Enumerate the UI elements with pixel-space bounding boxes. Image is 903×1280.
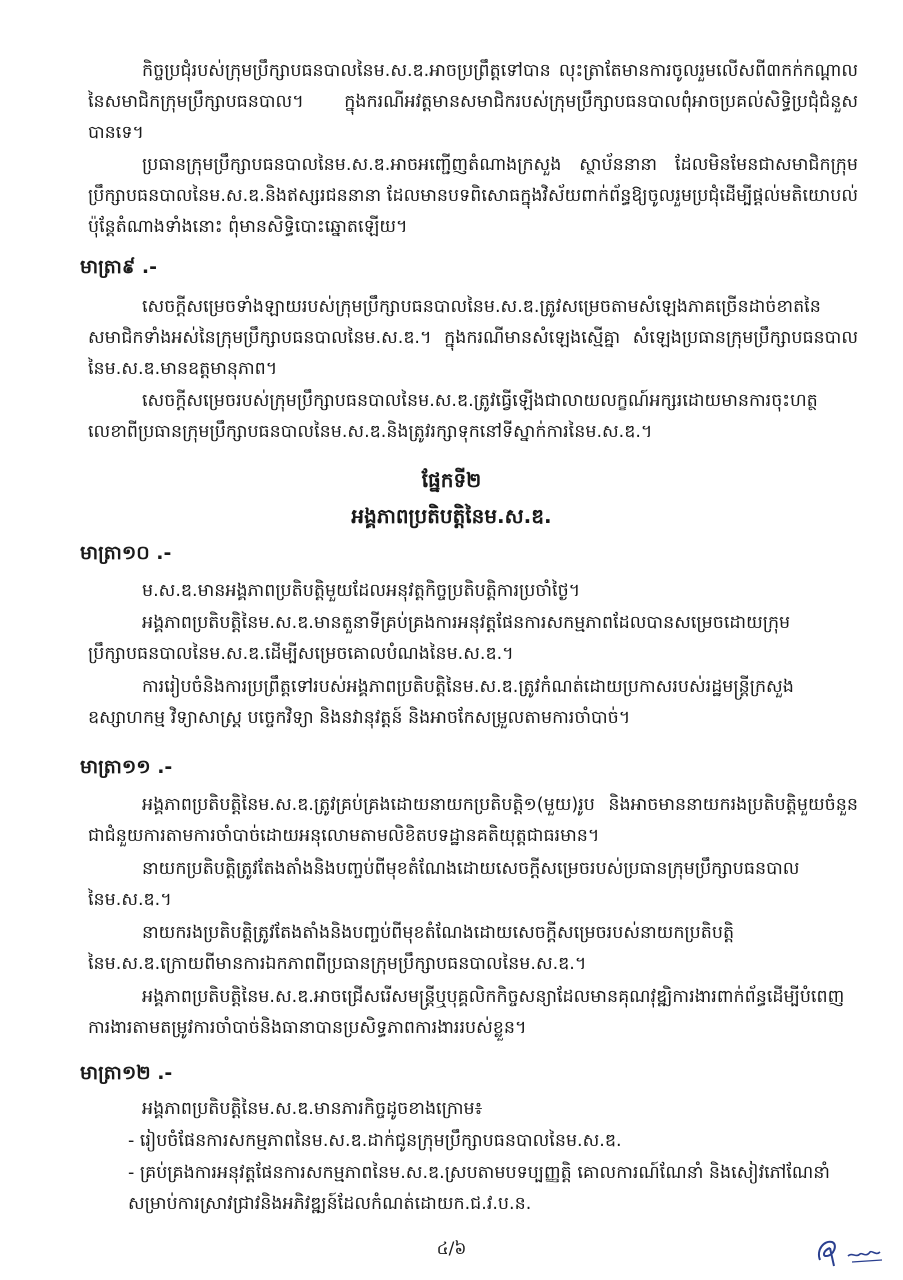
duty-list-item: - គ្រប់គ្រងការអនុវត្តផែនការសកម្មភាពនៃម.ស.ឌ.ស្របតាមបទប្បញ្ញត្តិ គោលការណ៍ណែនាំ និងសៀវភៅណែនាំសម្រាប់ការស្រាវជ្រាវនិងអភិវឌ្ឍន៍ដែលកំណត់ដោយក.ជ.វ.ប.ន.	[128, 1163, 830, 1214]
part-heading: ផ្នែកទី២	[421, 468, 482, 492]
paragraph-staff-recruitment: អង្គភាពប្រតិបត្តិនៃម.ស.ឌ.អាចជ្រើសរើសមន្ត្រីឬបុគ្គលិកកិច្ចសន្យាដែលមានគុណវុឌ្ឍិការងារពាក់ព័ន្ធដើម្បីបំពេញការងារតាមតម្រូវការចាំបាច់និងធានាបានប្រសិទ្ធភាពការងាររបស់ខ្លួន។	[88, 987, 845, 1038]
paragraph-duties-intro: អង្គភាពប្រតិបត្តិនៃម.ស.ឌ.មានភារកិច្ចដូចខាងក្រោម៖	[142, 1099, 483, 1119]
initials-signature	[812, 1222, 892, 1270]
part-title: អង្គភាពប្រតិបត្តិនៃម.ស.ឌ.	[351, 504, 552, 528]
paragraph-invited-representatives: ប្រធានក្រុមប្រឹក្សាបធនបាលនៃម.ស.ឌ.អាចអញ្ជើញតំណាងក្រសួង ស្ថាប័ននានា ដែលមិនមែនជាសមាជិកក្រុមប្រឹក្សាបធនបាលនៃម.ស.ឌ.និងឥស្សរជននានា ដែលមានបទពិសោធក្នុងវិស័យពាក់ព័ន្ធឱ្យចូលរួមប្រជុំដើម្បីផ្ដល់មតិយោបល់ ប៉ុន្តែតំណាងទាំងនោះ ពុំមានសិទ្ធិបោះឆ្នោតឡើយ។	[88, 155, 858, 237]
paragraph-executive-director: អង្គភាពប្រតិបត្តិនៃម.ស.ឌ.ត្រូវគ្រប់គ្រងដោយនាយកប្រតិបត្តិ១(មួយ)រូប និងអាចមាននាយករងប្រតិបត្តិមួយចំនួនជាជំនួយការតាមការចាំបាច់ដោយអនុលោមតាមលិខិតបទដ្ឋានគតិយុត្តជាធរមាន។	[88, 795, 858, 846]
article-11-heading: មាត្រា១១ .-	[80, 756, 173, 778]
paragraph-executive-role: អង្គភាពប្រតិបត្តិនៃម.ស.ឌ.មានតួនាទីគ្រប់គ្រងការអនុវត្តផែនការសកម្មភាពដែលបានសម្រេចដោយក្រុមប្រឹក្សាបធនបាលនៃម.ស.ឌ.ដើម្បីសម្រេចគោលបំណងនៃម.ស.ឌ.។	[88, 613, 791, 664]
page-number: ៤/៦	[436, 1239, 467, 1259]
duty-list-item: - រៀបចំផែនការសកម្មភាពនៃម.ស.ឌ.ដាក់ជូនក្រុមប្រឹក្សាបធនបាលនៃម.ស.ឌ.	[128, 1131, 622, 1151]
paragraph-executive-organization: ការរៀបចំនិងការប្រព្រឹត្តទៅរបស់អង្គភាពប្រតិបត្តិនៃម.ស.ឌ.ត្រូវកំណត់ដោយប្រកាសរបស់រដ្ឋមន្ត្រីក្រសួងឧស្សាហកម្ម វិទ្យាសាស្ត្រ បច្ចេកវិទ្យា និងនវានុវត្តន៍ និងអាចកែសម្រួលតាមការចាំបាច់។	[88, 677, 794, 728]
paragraph-decisions-written: សេចក្ដីសម្រេចរបស់ក្រុមប្រឹក្សាបធនបាលនៃម.ស.ឌ.ត្រូវធ្វើឡើងជាលាយលក្ខណ៍អក្សរដោយមានការចុះហត្ថលេខាពីប្រធានក្រុមប្រឹក្សាបធនបាលនៃម.ស.ឌ.និងត្រូវរក្សាទុកនៅទីស្នាក់ការនៃម.ស.ឌ.។	[88, 391, 818, 442]
paragraph-decisions-majority: សេចក្ដីសម្រេចទាំងឡាយរបស់ក្រុមប្រឹក្សាបធនបាលនៃម.ស.ឌ.ត្រូវសម្រេចតាមសំឡេងភាគច្រើនដាច់ខាតនៃសមាជិកទាំងអស់នៃក្រុមប្រឹក្សាបធនបាលនៃម.ស.ឌ.។ ក្នុងករណីមានសំឡេងស្មើគ្នា សំឡេងប្រធានក្រុមប្រឹក្សាបធនបាលនៃម.ស.ឌ.មានឧត្តមានុភាព។	[88, 297, 858, 379]
article-10-heading: មាត្រា១០ .-	[80, 542, 172, 564]
paragraph-executive-unit: ម.ស.ឌ.មានអង្គភាពប្រតិបត្តិមួយដែលអនុវត្តកិច្ចប្រតិបត្តិការប្រចាំថ្ងៃ។	[142, 581, 581, 601]
paragraph-meeting-quorum: កិច្ចប្រជុំរបស់ក្រុមប្រឹក្សាបធនបាលនៃម.ស.ឌ.អាចប្រព្រឹត្តទៅបាន លុះត្រាតែមានការចូលរួមលើសពី៣កក់កណ្ដាលនៃសមាជិកក្រុមប្រឹក្សាបធនបាល។ ក្នុងករណីអវត្តមានសមាជិករបស់ក្រុមប្រឹក្សាបធនបាលពុំអាចប្រគល់សិទ្ធិប្រជុំជំនួសបានទេ។	[88, 61, 858, 143]
article-12-heading: មាត្រា១២ .-	[80, 1062, 173, 1084]
paragraph-director-appointment: នាយកប្រតិបត្តិត្រូវតែងតាំងនិងបញ្ចប់ពីមុខតំណែងដោយសេចក្ដីសម្រេចរបស់ប្រធានក្រុមប្រឹក្សាបធនបាលនៃម.ស.ឌ.។	[88, 859, 800, 910]
article-9-heading: មាត្រា៩ .-	[80, 256, 158, 278]
paragraph-deputy-appointment: នាយករងប្រតិបត្តិត្រូវតែងតាំងនិងបញ្ចប់ពីមុខតំណែងដោយសេចក្ដីសម្រេចរបស់នាយកប្រតិបត្តិនៃម.ស.ឌ.ក្រោយពីមានការឯកភាពពីប្រធានក្រុមប្រឹក្សាបធនបាលនៃម.ស.ឌ.។	[88, 923, 735, 974]
